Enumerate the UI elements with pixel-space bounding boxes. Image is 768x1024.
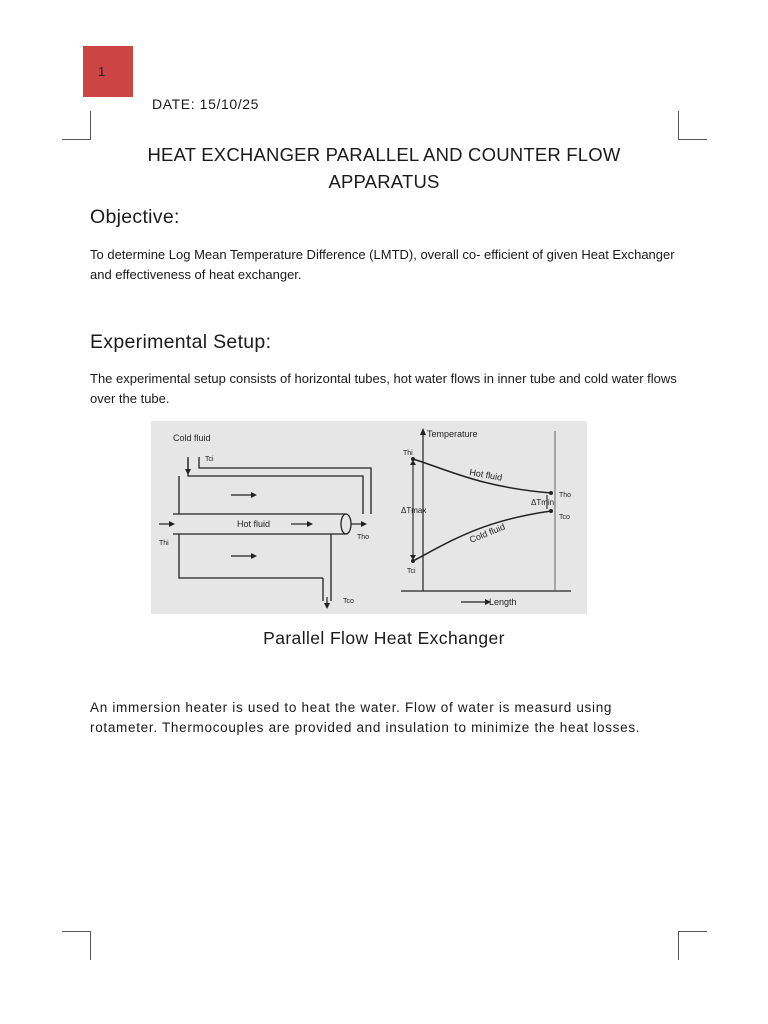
tho-label-right: Tho — [357, 534, 370, 541]
objective-text: To determine Log Mean Temperature Difference (LMTD), overall co- efficient of given Heat Exchanger and effectiveness of heat exchanger. — [90, 247, 675, 282]
temperature-axis-label: Temperature — [427, 429, 478, 439]
page-number: 1 — [98, 64, 106, 79]
tco-plot-label: Tco — [559, 514, 570, 521]
cold-curve-label: Cold fluid — [468, 521, 507, 545]
thi-label-left: Thi — [159, 540, 169, 547]
tho-plot-label: Tho — [559, 492, 572, 499]
document-title: HEAT EXCHANGER PARALLEL AND COUNTER FLOW APPARATUS — [147, 144, 621, 192]
delta-t-min-label: ΔTmin — [531, 498, 555, 507]
page-number-badge — [83, 46, 133, 97]
setup-heading: Experimental Setup: — [90, 331, 272, 353]
crop-mark-top-right — [678, 111, 707, 140]
crop-mark-bottom-left — [62, 931, 91, 960]
cold-fluid-label: Cold fluid — [173, 433, 211, 443]
crop-mark-top-left — [62, 111, 91, 140]
hot-fluid-tube-label: Hot fluid — [237, 519, 271, 529]
tco-label-bottom: Tco — [343, 598, 354, 605]
delta-t-max-label: ΔTmax — [401, 506, 427, 515]
length-axis-label: Length — [489, 597, 517, 607]
setup-text: The experimental setup consists of horizontal tubes, hot water flows in inner tube and cold water flows over the tube. — [90, 371, 677, 406]
document-date: DATE: 15/10/25 — [152, 96, 259, 112]
tci-label-top: Tci — [205, 456, 214, 463]
description-text: An immersion heater is used to heat the water. Flow of water is measurd using rotameter. Thermocouples are provided and insulation to minimize the heat losses. — [90, 700, 641, 735]
thi-plot-label: Thi — [403, 450, 413, 457]
objective-heading: Objective: — [90, 206, 180, 228]
hot-curve-label: Hot fluid — [468, 467, 503, 483]
tci-plot-label: Tci — [407, 568, 416, 575]
parallel-flow-diagram — [151, 421, 587, 614]
figure-caption: Parallel Flow Heat Exchanger — [263, 628, 505, 648]
crop-mark-bottom-right — [678, 931, 707, 960]
